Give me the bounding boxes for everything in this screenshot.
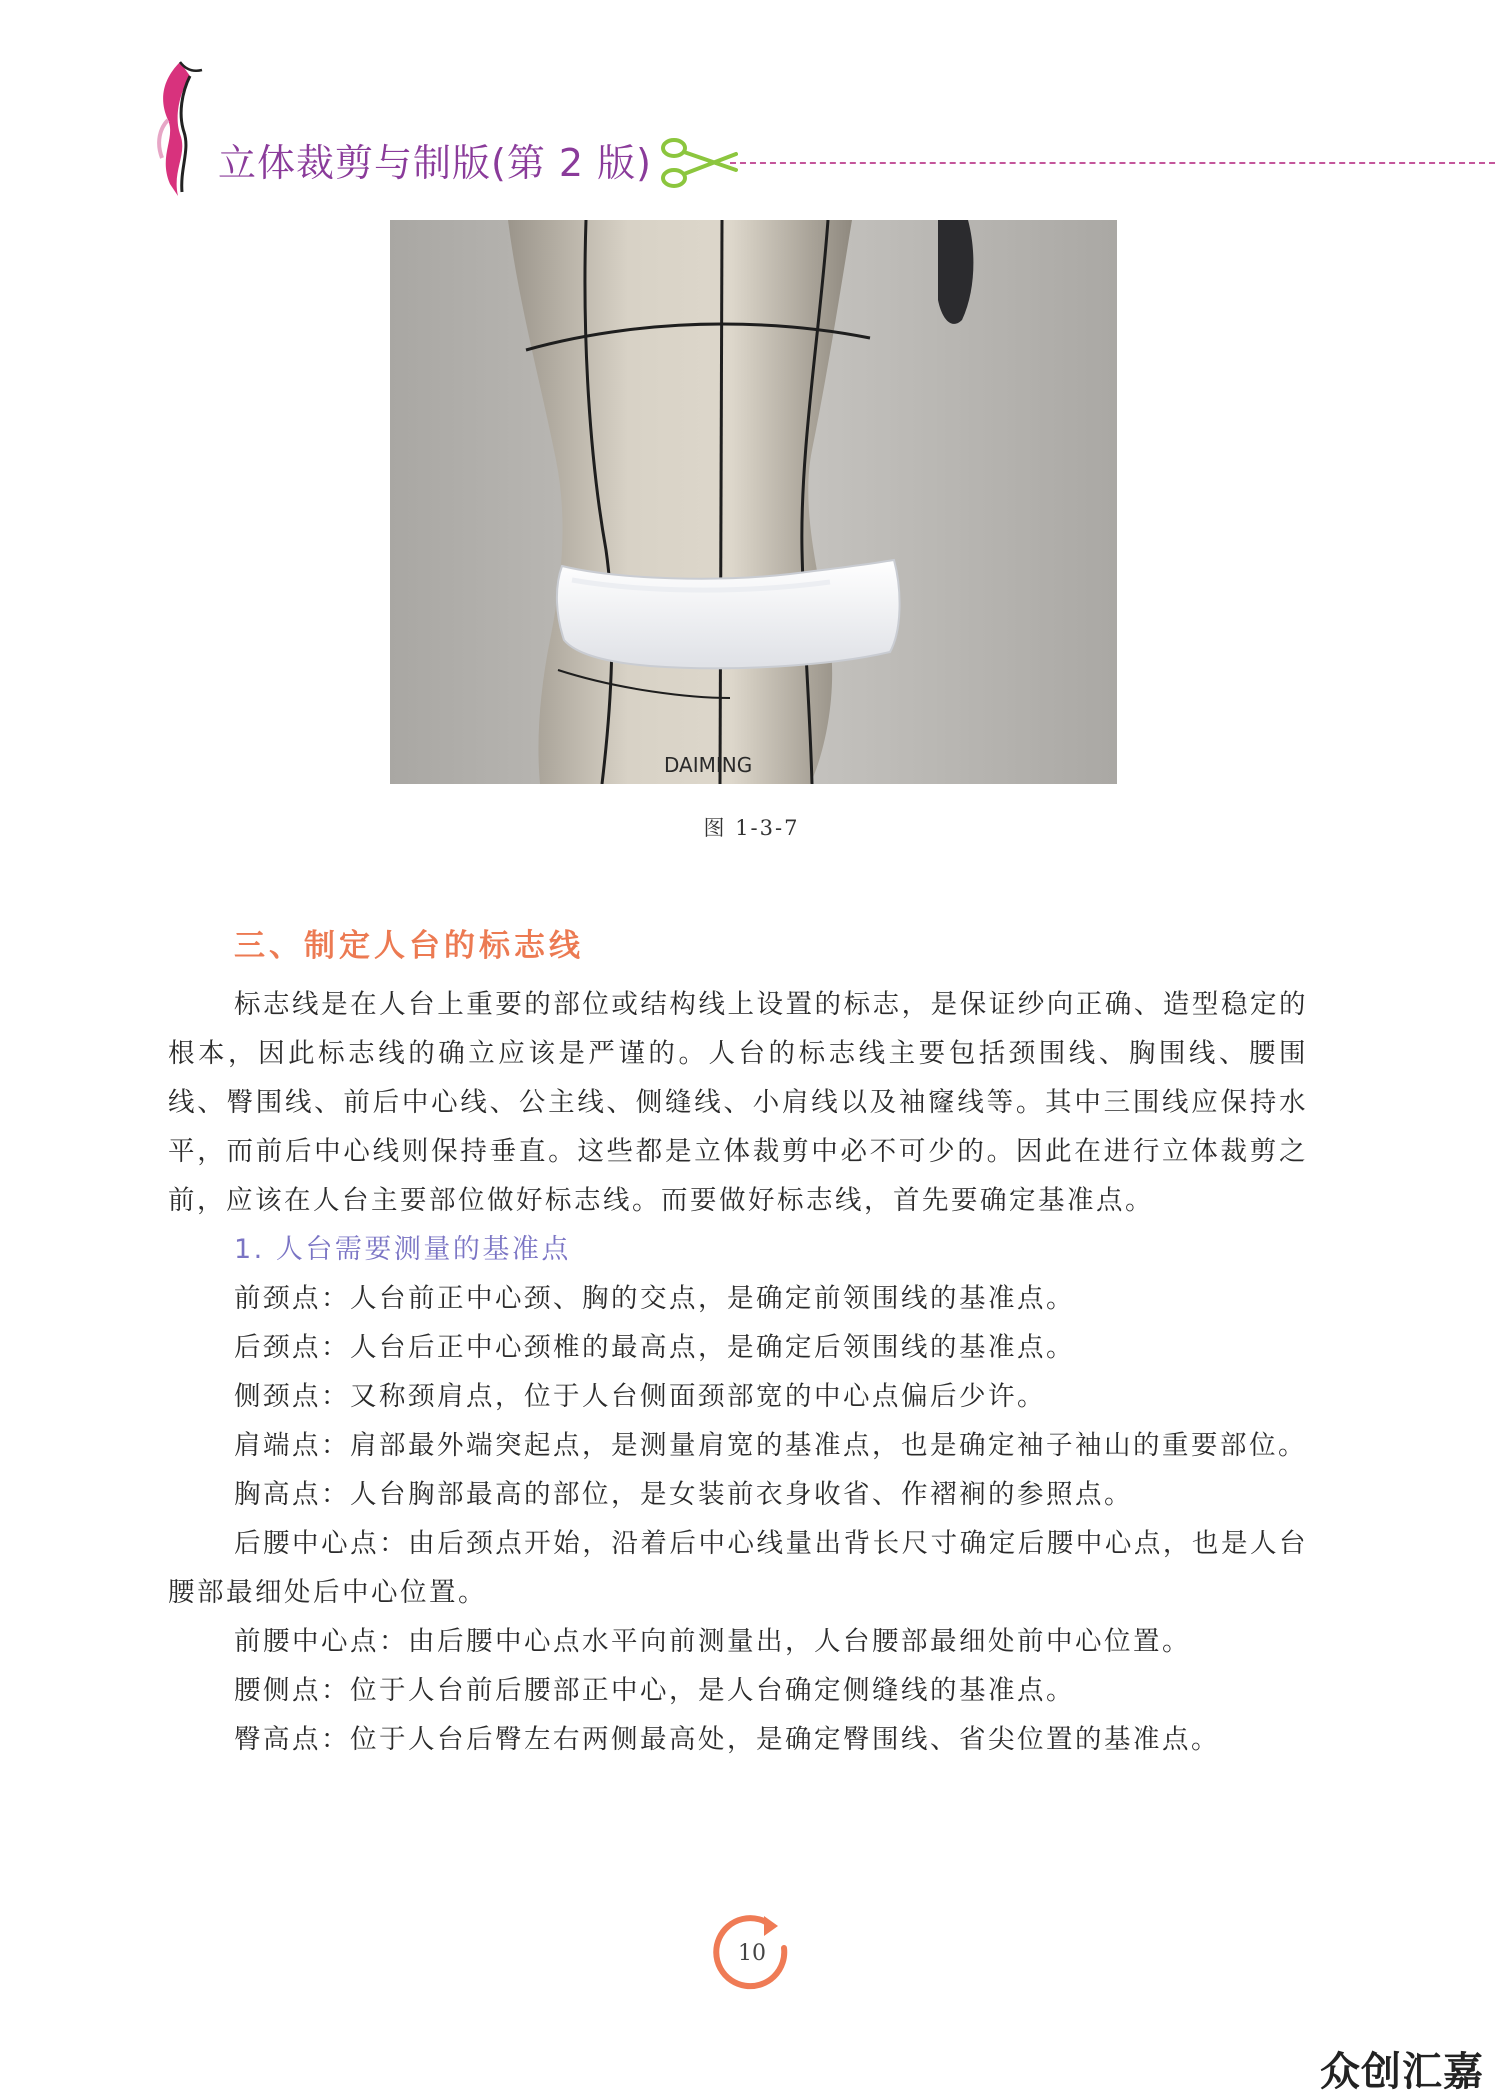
point-front-waist: 前腰中心点：由后腰中心点水平向前测量出，人台腰部最细处前中心位置。 (234, 1626, 1191, 1657)
point-back-neck: 后颈点：人台后正中心颈椎的最高点，是确定后领围线的基准点。 (234, 1332, 1075, 1363)
point-hip: 臀高点：位于人台后臀左右两侧最高处，是确定臀围线、省尖位置的基准点。 (234, 1724, 1220, 1755)
point-front-neck: 前颈点：人台前正中心颈、胸的交点，是确定前领围线的基准点。 (234, 1283, 1075, 1314)
dress-form-photo (390, 220, 1117, 784)
body-text (168, 980, 1308, 1764)
point-side-waist: 腰侧点：位于人台前后腰部正中心，是人台确定侧缝线的基准点。 (234, 1675, 1075, 1706)
dress-form-logo-icon (150, 58, 212, 198)
point-side-neck: 侧颈点：又称颈肩点，位于人台侧面颈部宽的中心点偏后少许。 (234, 1381, 1046, 1412)
point-bust: 胸高点：人台胸部最高的部位，是女装前衣身收省、作褶裥的参照点。 (234, 1479, 1133, 1510)
intro-paragraph: 标志线是在人台上重要的部位或结构线上设置的标志，是保证纱向正确、造型稳定的根本，因此标志线的确立应该是严谨的。人台的标志线主要包括颈围线、胸围线、腰围线、臀围线、前后中心线、公主线、侧缝线、小肩线以及袖窿线等。其中三围线应保持水平，而前后中心线则保持垂直。这些都是立体裁剪中必不可少的。因此在进行立体裁剪之前，应该在人台主要部位做好标志线。而要做好标志线，首先要确定基准点。 (168, 989, 1308, 1216)
scissors-icon (660, 132, 738, 194)
watermark: 众创汇嘉 (1320, 2049, 1484, 2095)
point-shoulder-tip: 肩端点：肩部最外端突起点，是测量肩宽的基准点，也是确定袖子袖山的重要部位。 (234, 1430, 1307, 1461)
point-back-waist: 后腰中心点：由后颈点开始，沿着后中心线量出背长尺寸确定后腰中心点，也是人台腰部最细处后中心位置。 (168, 1528, 1308, 1608)
figure-caption: 图 1-3-7 (703, 816, 800, 840)
section-heading: 三、制定人台的标志线 (234, 928, 584, 964)
subheading: 1. 人台需要测量的基准点 (234, 1234, 571, 1265)
header-dashed-rule (730, 162, 1495, 164)
book-title: 立体裁剪与制版(第 2 版) (218, 141, 652, 185)
photo-brand-text: DAIMING (664, 753, 753, 777)
page-number: 10 (738, 1941, 766, 1966)
